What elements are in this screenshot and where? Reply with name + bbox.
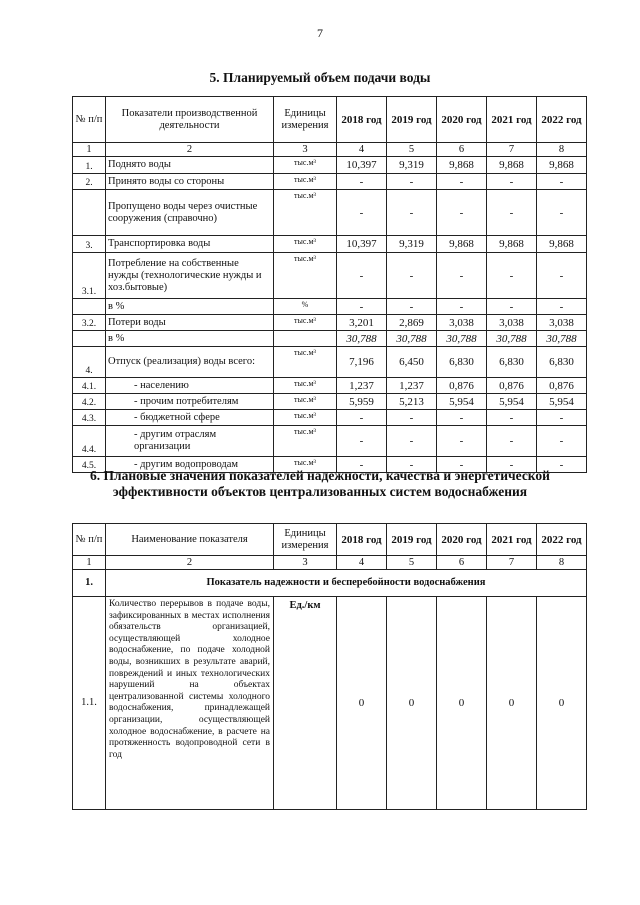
row-value: 0 xyxy=(537,597,587,810)
header-cell-year: 2019 год xyxy=(387,524,437,556)
header-cell: Наименование показателя xyxy=(106,524,274,556)
section-5-title: 5. Планируемый объем подачи воды xyxy=(209,70,431,85)
row-value: 30,788 xyxy=(437,331,487,347)
row-number: 4.5. xyxy=(73,457,106,473)
row-value: 9,868 xyxy=(487,236,537,253)
row-name: - прочим потребителям xyxy=(106,394,274,410)
row-value: - xyxy=(437,174,487,190)
header-cell: Показатели производственной деятельности xyxy=(106,97,274,143)
table-row xyxy=(73,174,587,190)
row-value: - xyxy=(437,410,487,426)
row-value: 1,237 xyxy=(387,378,437,394)
row-unit: тыс.м³ xyxy=(274,315,337,331)
table-row xyxy=(73,157,587,174)
table6-group-row xyxy=(73,570,587,597)
table6-column-numbers-row xyxy=(73,556,587,570)
row-name: Транспортировка воды xyxy=(106,236,274,253)
header-cell-year: 2020 год xyxy=(437,524,487,556)
column-number: 3 xyxy=(274,143,337,157)
row-value: 0,876 xyxy=(537,378,587,394)
group-title: Показатель надежности и бесперебойности водоснабжения xyxy=(106,570,587,597)
row-value: 5,213 xyxy=(387,394,437,410)
row-value: - xyxy=(537,457,587,473)
row-value: - xyxy=(537,190,587,236)
table-row xyxy=(73,410,587,426)
table-row xyxy=(73,299,587,315)
header-cell: № п/п xyxy=(73,524,106,556)
row-value: 9,868 xyxy=(437,236,487,253)
row-number: 4.4. xyxy=(73,426,106,457)
table-row xyxy=(73,331,587,347)
header-cell: № п/п xyxy=(73,97,106,143)
row-value: 6,830 xyxy=(437,347,487,378)
row-value: 3,201 xyxy=(337,315,387,331)
page-number: 7 xyxy=(317,26,323,40)
row-value: 9,868 xyxy=(537,157,587,174)
header-cell-year: 2021 год xyxy=(487,524,537,556)
row-value: 30,788 xyxy=(537,331,587,347)
row-number: 1.1. xyxy=(73,597,106,810)
row-number: 3.2. xyxy=(73,315,106,331)
header-cell-year: 2020 год xyxy=(437,97,487,143)
row-value: 5,954 xyxy=(487,394,537,410)
table-row xyxy=(73,190,587,236)
row-value: - xyxy=(387,410,437,426)
row-unit xyxy=(274,331,337,347)
row-number: 1. xyxy=(73,157,106,174)
table6-header-row xyxy=(73,524,587,556)
row-value: 9,868 xyxy=(487,157,537,174)
row-value: 9,319 xyxy=(387,236,437,253)
row-value: 30,788 xyxy=(487,331,537,347)
row-value: - xyxy=(437,426,487,457)
row-value: 9,868 xyxy=(437,157,487,174)
header-cell-year: 2021 год xyxy=(487,97,537,143)
row-number: 4.3. xyxy=(73,410,106,426)
row-unit: Ед./км xyxy=(274,597,337,810)
row-name: Отпуск (реализация) воды всего: xyxy=(106,347,274,378)
row-value: - xyxy=(487,190,537,236)
column-number: 5 xyxy=(387,143,437,157)
table-row xyxy=(73,378,587,394)
row-unit: тыс.м³ xyxy=(274,426,337,457)
row-value: - xyxy=(487,253,537,299)
row-unit: тыс.м³ xyxy=(274,410,337,426)
row-value: 9,319 xyxy=(387,157,437,174)
table-row xyxy=(73,347,587,378)
row-unit: тыс.м³ xyxy=(274,174,337,190)
row-value: 7,196 xyxy=(337,347,387,378)
table5-column-numbers-row xyxy=(73,143,587,157)
row-value: - xyxy=(487,299,537,315)
row-value: 0 xyxy=(487,597,537,810)
row-value: 10,397 xyxy=(337,236,387,253)
section-6-title: 6. Плановые значения показателей надежности, качества и энергетической эффективности объектов централизованных систем водоснабжения xyxy=(90,468,550,499)
row-value: - xyxy=(487,410,537,426)
row-value: - xyxy=(437,253,487,299)
row-name: в % xyxy=(106,299,274,315)
row-value: - xyxy=(387,190,437,236)
indicator-description: Количество перерывов в подаче воды, зафиксированных в местах исполнения обязательств организацией, осуществляющей холодное водоснабжение, по подаче холодной воды, возникших в результате аварий, повреждений и иных технологических нарушений на объектах централизованной системы холодного водоснабжения, принадлежащей организации, осуществляющей холодное водоснабжение, в расчете на протяженность водопроводной сети в год xyxy=(106,597,274,810)
row-value: - xyxy=(537,174,587,190)
table-row xyxy=(73,597,587,810)
column-number: 8 xyxy=(537,556,587,570)
row-unit: % xyxy=(274,299,337,315)
row-unit: тыс.м³ xyxy=(274,236,337,253)
column-number: 2 xyxy=(106,143,274,157)
column-number: 3 xyxy=(274,556,337,570)
column-number: 4 xyxy=(337,143,387,157)
row-value: - xyxy=(387,457,437,473)
row-value: - xyxy=(437,299,487,315)
header-cell-year: 2018 год xyxy=(337,524,387,556)
row-number: 4.1. xyxy=(73,378,106,394)
row-value: 10,397 xyxy=(337,157,387,174)
row-name: Потребление на собственные нужды (технологические нужды и хоз.бытовые) xyxy=(106,253,274,299)
row-value: - xyxy=(337,410,387,426)
header-cell: Единицы измерения xyxy=(274,97,337,143)
row-name: - бюджетной сфере xyxy=(106,410,274,426)
header-cell: Единицы измерения xyxy=(274,524,337,556)
table-row xyxy=(73,315,587,331)
row-value: - xyxy=(437,457,487,473)
row-name: Поднято воды xyxy=(106,157,274,174)
row-value: - xyxy=(537,253,587,299)
row-value: 9,868 xyxy=(537,236,587,253)
row-value: 3,038 xyxy=(537,315,587,331)
row-number: 2. xyxy=(73,174,106,190)
row-value: - xyxy=(337,174,387,190)
row-value: - xyxy=(387,174,437,190)
row-value: - xyxy=(337,457,387,473)
column-number: 7 xyxy=(487,556,537,570)
column-number: 1 xyxy=(73,143,106,157)
row-value: - xyxy=(337,299,387,315)
row-name: - населению xyxy=(106,378,274,394)
header-cell-year: 2018 год xyxy=(337,97,387,143)
row-value: 2,869 xyxy=(387,315,437,331)
row-unit: тыс.м³ xyxy=(274,378,337,394)
row-name: - другим отраслям организации xyxy=(106,426,274,457)
column-number: 6 xyxy=(437,556,487,570)
table-row xyxy=(73,426,587,457)
row-unit: тыс.м³ xyxy=(274,347,337,378)
row-number: 3. xyxy=(73,236,106,253)
row-name: в % xyxy=(106,331,274,347)
header-cell-year: 2022 год xyxy=(537,97,587,143)
row-number xyxy=(73,299,106,315)
row-value: - xyxy=(337,253,387,299)
row-unit: тыс.м³ xyxy=(274,157,337,174)
row-value: 0 xyxy=(337,597,387,810)
column-number: 1 xyxy=(73,556,106,570)
row-number: 4. xyxy=(73,347,106,378)
row-value: - xyxy=(487,457,537,473)
row-value: 1,237 xyxy=(337,378,387,394)
column-number: 5 xyxy=(387,556,437,570)
table-row xyxy=(73,236,587,253)
column-number: 7 xyxy=(487,143,537,157)
row-unit: тыс.м³ xyxy=(274,253,337,299)
row-name: - другим водопроводам xyxy=(106,457,274,473)
row-value: 0,876 xyxy=(487,378,537,394)
row-name: Пропущено воды через очистные сооружения (справочно) xyxy=(106,190,274,236)
row-value: - xyxy=(437,190,487,236)
table5-header-row xyxy=(73,97,587,143)
row-unit: тыс.м³ xyxy=(274,190,337,236)
column-number: 2 xyxy=(106,556,274,570)
row-value: 5,959 xyxy=(337,394,387,410)
header-cell-year: 2022 год xyxy=(537,524,587,556)
row-value: - xyxy=(337,426,387,457)
water-supply-volume-table xyxy=(72,96,587,473)
row-name: Потери воды xyxy=(106,315,274,331)
row-unit: тыс.м³ xyxy=(274,457,337,473)
row-value: - xyxy=(537,410,587,426)
row-value: 0 xyxy=(437,597,487,810)
row-value: - xyxy=(387,426,437,457)
column-number: 4 xyxy=(337,556,387,570)
row-value: - xyxy=(487,426,537,457)
row-number: 4.2. xyxy=(73,394,106,410)
table-row xyxy=(73,394,587,410)
row-value: 3,038 xyxy=(437,315,487,331)
row-value: 5,954 xyxy=(437,394,487,410)
column-number: 6 xyxy=(437,143,487,157)
row-number xyxy=(73,331,106,347)
column-number: 8 xyxy=(537,143,587,157)
row-unit: тыс.м³ xyxy=(274,394,337,410)
row-value: 0,876 xyxy=(437,378,487,394)
row-value: 6,450 xyxy=(387,347,437,378)
group-number: 1. xyxy=(73,570,106,597)
row-value: 0 xyxy=(387,597,437,810)
row-value: - xyxy=(487,174,537,190)
row-value: - xyxy=(537,426,587,457)
row-value: - xyxy=(337,190,387,236)
row-value: 30,788 xyxy=(337,331,387,347)
row-value: - xyxy=(537,299,587,315)
row-value: 6,830 xyxy=(537,347,587,378)
table-row xyxy=(73,253,587,299)
row-value: 3,038 xyxy=(487,315,537,331)
header-cell-year: 2019 год xyxy=(387,97,437,143)
reliability-indicators-table xyxy=(72,523,587,810)
row-name: Принято воды со стороны xyxy=(106,174,274,190)
row-value: - xyxy=(387,299,437,315)
row-number xyxy=(73,190,106,236)
row-value: 6,830 xyxy=(487,347,537,378)
row-value: 5,954 xyxy=(537,394,587,410)
row-value: 30,788 xyxy=(387,331,437,347)
row-number: 3.1. xyxy=(73,253,106,299)
row-value: - xyxy=(387,253,437,299)
